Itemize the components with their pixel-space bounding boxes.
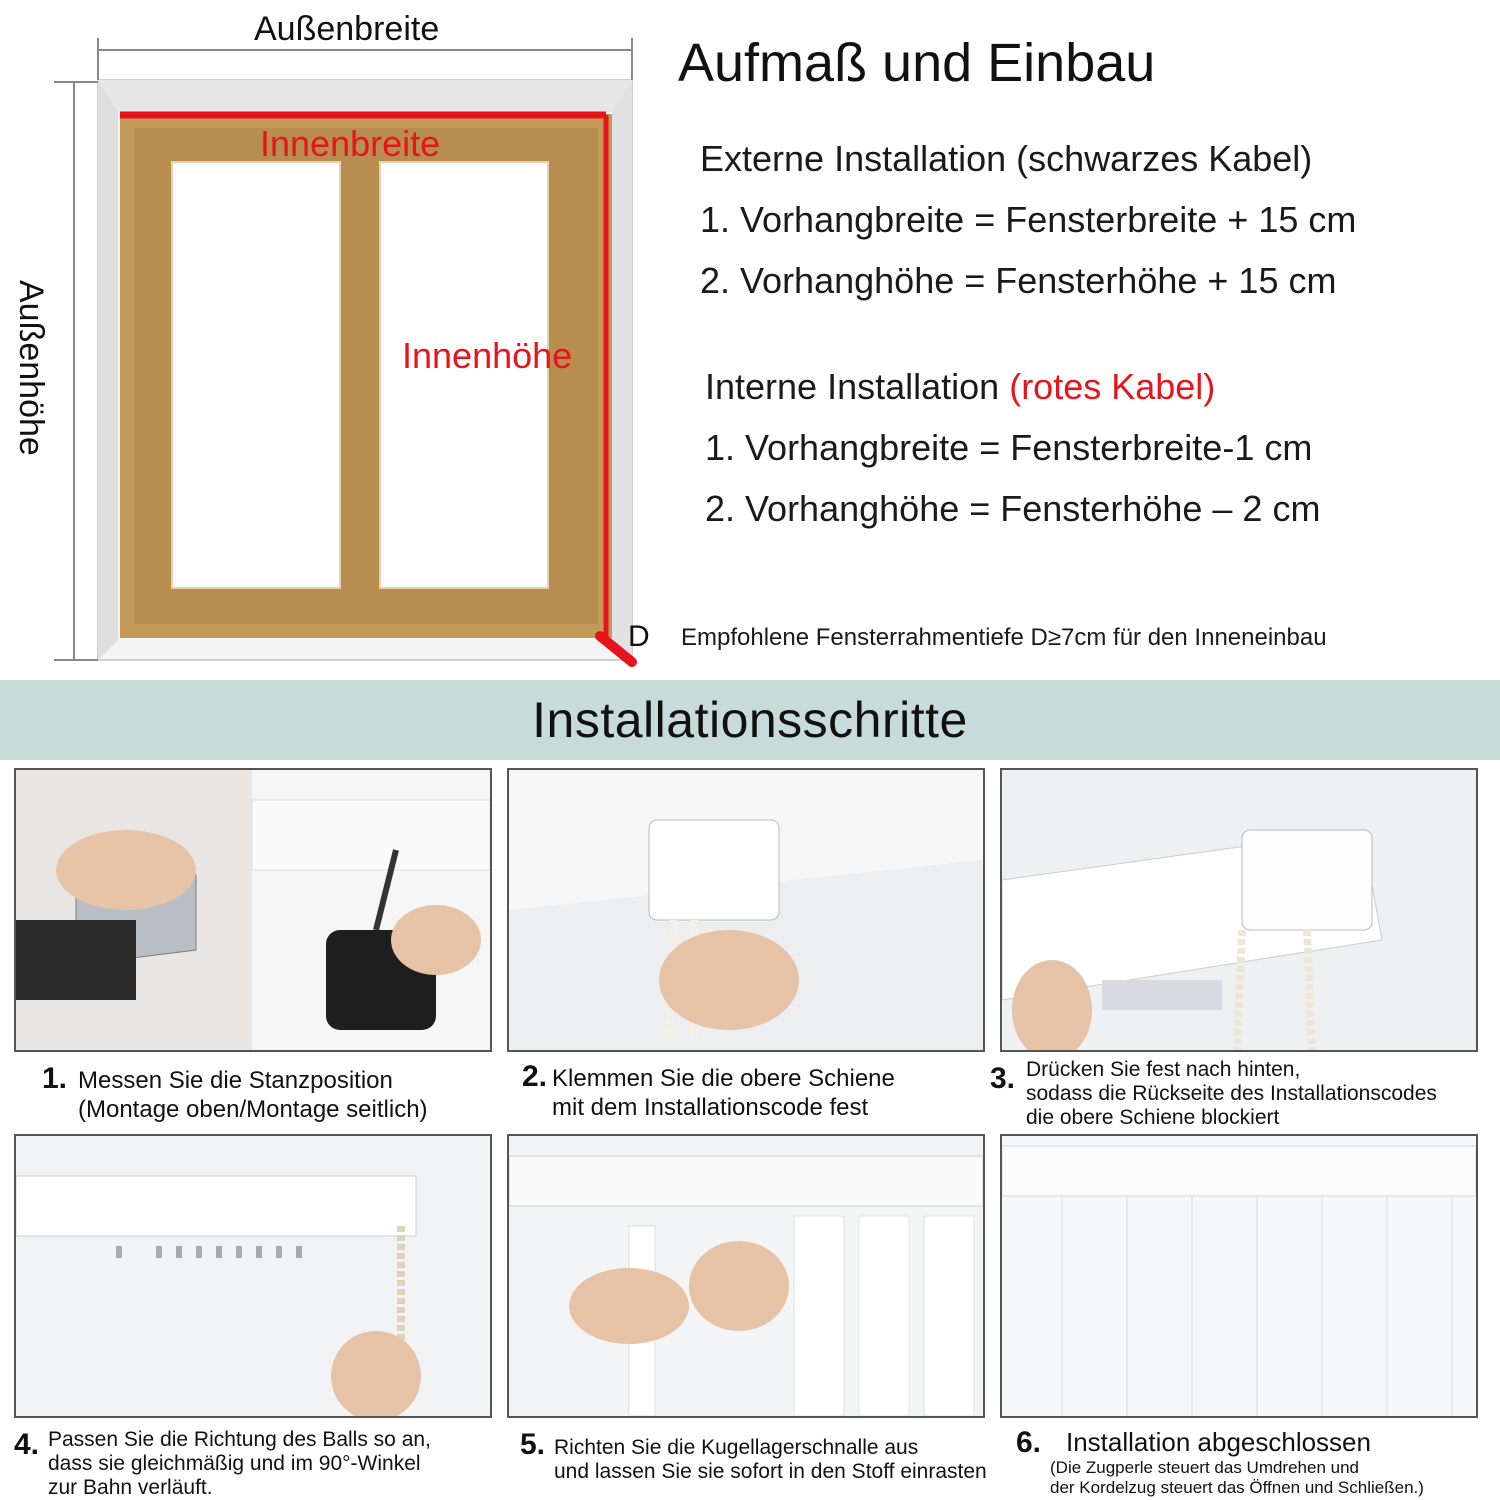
left-glass-pane — [172, 162, 340, 588]
inner-width-label: Innenbreite — [260, 123, 441, 164]
external-width-formula: 1. Vorhangbreite = Fensterbreite + 15 cm — [700, 199, 1357, 240]
step-6-subcaption — [1050, 1458, 1424, 1498]
steps-banner-title: Installationsschritte — [532, 692, 968, 748]
step-1-line-1: Messen Sie die Stanzposition — [78, 1067, 393, 1094]
step-1-image — [14, 768, 492, 1052]
step-5-caption — [554, 1436, 987, 1484]
steps-banner — [0, 680, 1500, 760]
step-1-number: 1. — [42, 1062, 68, 1095]
step-2-image — [507, 768, 985, 1052]
internal-width-formula: 1. Vorhangbreite = Fensterbreite-1 cm — [705, 427, 1313, 468]
step-3-line-2: sodass die Rückseite des Installationscodes — [1026, 1082, 1437, 1105]
depth-label: D — [628, 620, 650, 653]
step-4-line-3: zur Bahn verläuft. — [48, 1476, 213, 1499]
step-5-line-2: und lassen Sie sie sofort in den Stoff einrasten — [554, 1460, 987, 1483]
step-2-number: 2. — [522, 1060, 548, 1093]
step-4-number: 4. — [14, 1428, 40, 1461]
internal-heading-red-text: (rotes Kabel) — [1009, 366, 1216, 407]
step-1-line-2: (Montage oben/Montage seitlich) — [78, 1096, 428, 1123]
internal-heading-text: Interne Installation — [705, 366, 1010, 407]
step-2-line-1: Klemmen Sie die obere Schiene — [552, 1065, 895, 1092]
step-5-image — [507, 1134, 985, 1418]
step-3-caption — [1026, 1058, 1437, 1130]
step-4-image — [14, 1134, 492, 1418]
step-3-number: 3. — [990, 1062, 1016, 1095]
outer-height-label: Außenhöhe — [12, 280, 50, 456]
outer-width-label: Außenbreite — [254, 10, 440, 48]
step-4-caption — [48, 1428, 431, 1500]
external-height-formula: 2. Vorhanghöhe = Fensterhöhe + 15 cm — [700, 260, 1337, 301]
frame-depth-note: Empfohlene Fensterrahmentiefe D≥7cm für den Inneneinbau — [681, 624, 1327, 651]
step-2-caption — [552, 1064, 895, 1122]
step-6-line-2: (Die Zugperle steuert das Umdrehen und — [1050, 1458, 1359, 1477]
page-title: Aufmaß und Einbau — [678, 33, 1156, 93]
step-6-caption: Installation abgeschlossen — [1066, 1427, 1371, 1457]
step-6-image — [1000, 1134, 1478, 1418]
inner-height-label: Innenhöhe — [402, 335, 573, 376]
step-6-line-3: der Kordelzug steuert das Öffnen und Schließen.) — [1050, 1478, 1424, 1497]
step-4-line-2: dass sie gleichmäßig und im 90°-Winkel — [48, 1452, 421, 1475]
step-3-line-3: die obere Schiene blockiert — [1026, 1106, 1280, 1129]
step-5-number: 5. — [520, 1428, 546, 1461]
step-2-line-2: mit dem Installationscode fest — [552, 1094, 869, 1121]
step-1-caption — [78, 1066, 428, 1124]
step-3-line-1: Drücken Sie fest nach hinten, — [1026, 1058, 1301, 1081]
step-3-image — [1000, 768, 1478, 1052]
step-4-line-1: Passen Sie die Richtung des Balls so an, — [48, 1428, 431, 1451]
external-installation-heading: Externe Installation (schwarzes Kabel) — [700, 138, 1313, 179]
internal-installation-heading — [705, 366, 1215, 408]
step-5-line-1: Richten Sie die Kugellagerschnalle aus — [554, 1436, 919, 1459]
step-6-number: 6. — [1016, 1426, 1042, 1459]
internal-height-formula: 2. Vorhanghöhe = Fensterhöhe – 2 cm — [705, 488, 1321, 529]
